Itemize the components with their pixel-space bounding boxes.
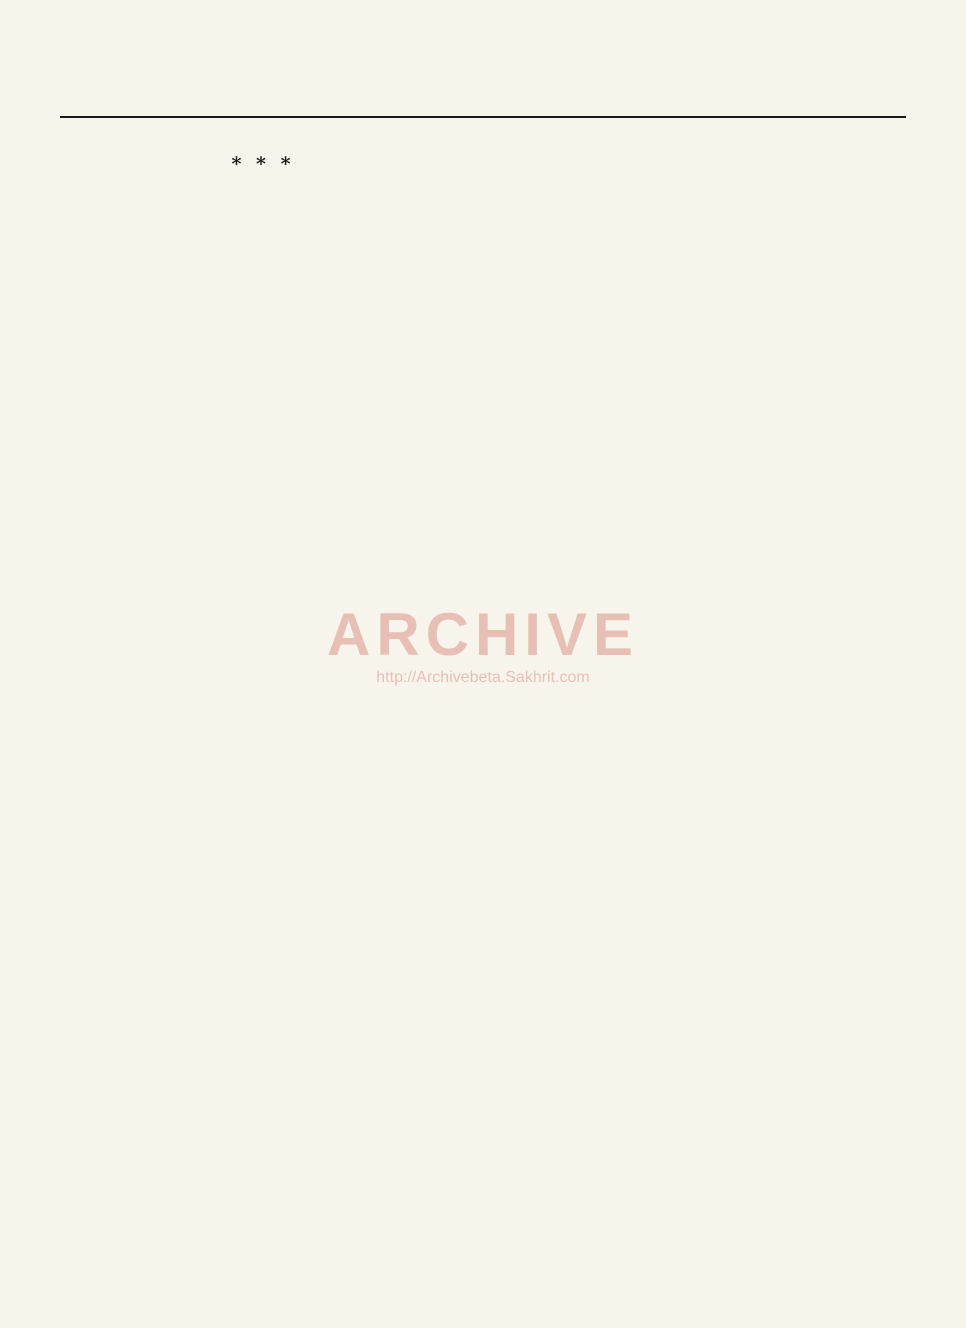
right-column (500, 130, 906, 1288)
text-columns (60, 130, 906, 1288)
watermark-url: http://Archivebeta.Sakhrit.com (376, 669, 590, 686)
section-separator: * * * (231, 153, 295, 175)
running-header (60, 88, 906, 118)
watermark-logo: ARCHIVE (326, 601, 640, 668)
left-column (60, 130, 466, 1288)
